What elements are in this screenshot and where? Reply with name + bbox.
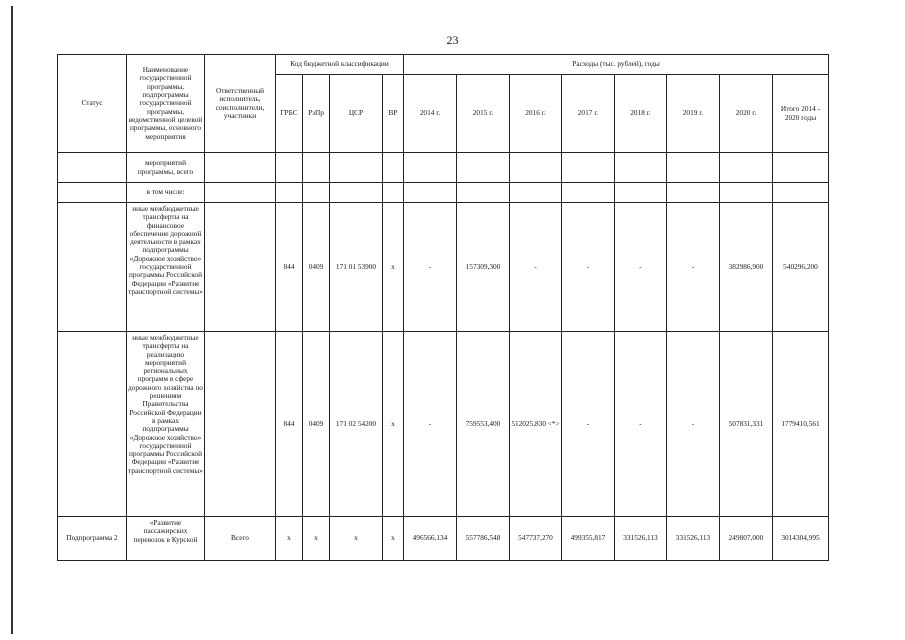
row-vr bbox=[383, 153, 404, 183]
row-value bbox=[615, 183, 667, 203]
row-csr: 171 01 53900 bbox=[330, 203, 383, 332]
header-executor: Ответственный исполнитель, соисполнители, участники bbox=[205, 55, 276, 153]
header-year: 2020 г. bbox=[720, 75, 773, 153]
row-value: 331526,113 bbox=[615, 517, 667, 561]
row-value: 547737,270 bbox=[510, 517, 562, 561]
header-grbs: ГРБС bbox=[276, 75, 303, 153]
table-row bbox=[58, 153, 829, 183]
row-value bbox=[773, 153, 829, 183]
header-year: 2019 г. bbox=[667, 75, 720, 153]
row-value: 759553,400 bbox=[457, 332, 510, 517]
header-code-group: Код бюджетной классификации bbox=[276, 55, 404, 75]
row-value: 499355,817 bbox=[562, 517, 615, 561]
row-executor bbox=[205, 203, 276, 332]
row-status bbox=[58, 183, 127, 203]
row-value: - bbox=[510, 203, 562, 332]
header-year: 2018 г. bbox=[615, 75, 667, 153]
row-value bbox=[667, 153, 720, 183]
row-name: иные межбюджетные трансферты на реализацию мероприятий региональных программ в сфере дорожного хозяйства по решениям Правительства Российской Федерации в рамках подпрограммы «Дорожное хозяйство» государственной программы Российской Федерации «Развитие транспортной системы» bbox=[127, 332, 205, 517]
header-name: Наименование государственной программы, подпрограммы государственной программы, ведомственной целевой программы, основного мероприятия bbox=[127, 55, 205, 153]
row-value bbox=[404, 183, 457, 203]
row-rzpr: 0409 bbox=[303, 332, 330, 517]
row-value bbox=[720, 153, 773, 183]
row-csr bbox=[330, 183, 383, 203]
row-value: 3014304,995 bbox=[773, 517, 829, 561]
row-grbs bbox=[276, 183, 303, 203]
row-vr: х bbox=[383, 203, 404, 332]
budget-table bbox=[57, 54, 829, 561]
row-value: 496566,134 bbox=[404, 517, 457, 561]
row-status bbox=[58, 153, 127, 183]
row-value: - bbox=[404, 332, 457, 517]
header-row-top bbox=[58, 55, 829, 75]
row-value: - bbox=[667, 332, 720, 517]
table-row bbox=[58, 332, 829, 517]
row-executor bbox=[205, 183, 276, 203]
header-year: 2017 г. bbox=[562, 75, 615, 153]
row-value bbox=[457, 183, 510, 203]
row-rzpr: 0409 bbox=[303, 203, 330, 332]
row-status bbox=[58, 332, 127, 517]
row-value bbox=[404, 153, 457, 183]
row-value bbox=[773, 183, 829, 203]
header-csr: ЦСР bbox=[330, 75, 383, 153]
row-value bbox=[562, 153, 615, 183]
row-rzpr: х bbox=[303, 517, 330, 561]
row-executor bbox=[205, 332, 276, 517]
row-name: в том числе: bbox=[127, 183, 205, 203]
header-year: 2015 г. bbox=[457, 75, 510, 153]
row-grbs: 844 bbox=[276, 332, 303, 517]
table-row bbox=[58, 183, 829, 203]
row-value: 249807,000 bbox=[720, 517, 773, 561]
row-csr bbox=[330, 153, 383, 183]
row-value: - bbox=[615, 203, 667, 332]
row-value: 540296,200 bbox=[773, 203, 829, 332]
row-value bbox=[720, 183, 773, 203]
scan-page-edge bbox=[11, 6, 13, 634]
row-grbs: х bbox=[276, 517, 303, 561]
row-executor bbox=[205, 153, 276, 183]
row-value: 331526,113 bbox=[667, 517, 720, 561]
row-value bbox=[457, 153, 510, 183]
row-value bbox=[510, 153, 562, 183]
header-rzpr: РзПр bbox=[303, 75, 330, 153]
row-name: «Развитие пассажирских перевозок в Курской bbox=[127, 517, 205, 561]
row-grbs: 844 bbox=[276, 203, 303, 332]
header-year-total: Итого 2014 - 2020 годы bbox=[773, 75, 829, 153]
header-vr: ВР bbox=[383, 75, 404, 153]
table-row bbox=[58, 517, 829, 561]
row-value bbox=[562, 183, 615, 203]
table-row bbox=[58, 203, 829, 332]
row-csr: х bbox=[330, 517, 383, 561]
row-value: 512025,830 <*> bbox=[510, 332, 562, 517]
row-value: 1779410,561 bbox=[773, 332, 829, 517]
row-name: иные межбюджетные трансферты на финансовое обеспечение дорожной деятельности в рамках подпрограммы «Дорожное хозяйство» государственной программы Российской Федерации «Развитие транспортной системы» bbox=[127, 203, 205, 332]
page-number: 23 bbox=[446, 33, 459, 47]
row-value: 507831,331 bbox=[720, 332, 773, 517]
row-value bbox=[667, 183, 720, 203]
row-executor: Всего bbox=[205, 517, 276, 561]
row-value: - bbox=[404, 203, 457, 332]
row-vr: х bbox=[383, 517, 404, 561]
row-rzpr bbox=[303, 183, 330, 203]
row-status bbox=[58, 203, 127, 332]
row-value: 557786,548 bbox=[457, 517, 510, 561]
header-status: Статус bbox=[58, 55, 127, 153]
row-name: мероприятий программы, всего bbox=[127, 153, 205, 183]
row-status: Подпрограмма 2 bbox=[58, 517, 127, 561]
row-value: 382986,900 bbox=[720, 203, 773, 332]
row-rzpr bbox=[303, 153, 330, 183]
row-value: - bbox=[562, 332, 615, 517]
row-value bbox=[615, 153, 667, 183]
header-year: 2014 г. bbox=[404, 75, 457, 153]
row-vr bbox=[383, 183, 404, 203]
row-vr: х bbox=[383, 332, 404, 517]
row-value: - bbox=[562, 203, 615, 332]
row-value: - bbox=[667, 203, 720, 332]
header-year: 2016 г. bbox=[510, 75, 562, 153]
row-value: 157309,300 bbox=[457, 203, 510, 332]
row-value bbox=[510, 183, 562, 203]
header-expenses-group: Расходы (тыс. рублей), годы bbox=[404, 55, 829, 75]
row-grbs bbox=[276, 153, 303, 183]
row-value: - bbox=[615, 332, 667, 517]
row-csr: 171 02 54200 bbox=[330, 332, 383, 517]
